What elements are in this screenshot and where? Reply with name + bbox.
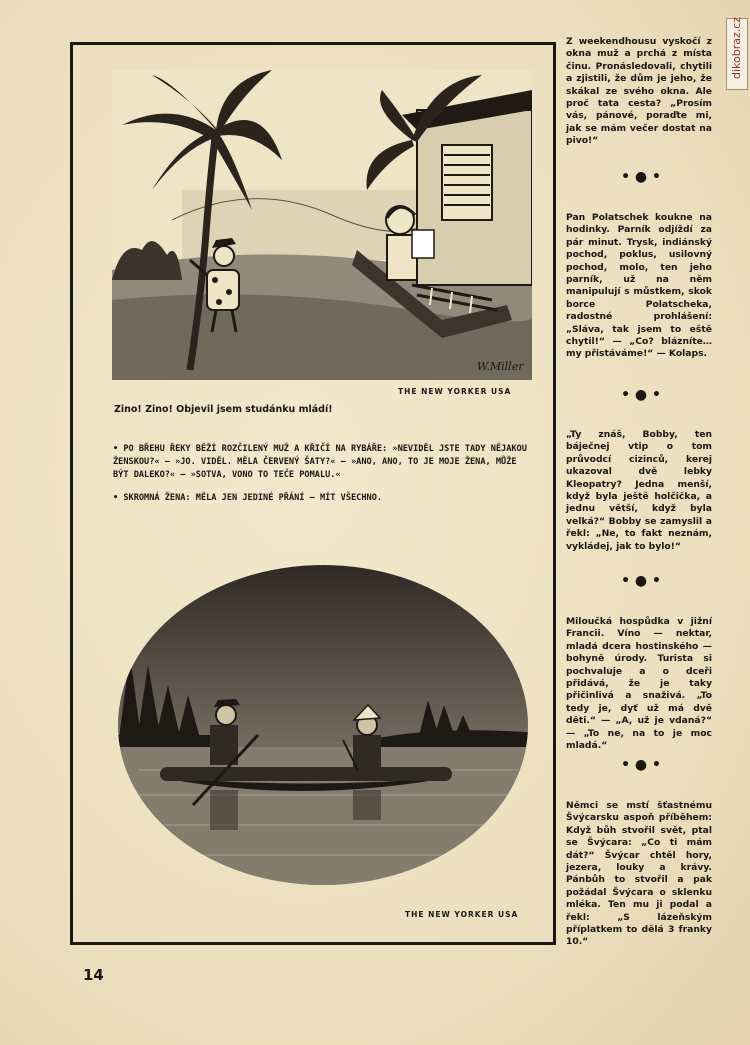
page-number: 14 [83, 966, 104, 984]
cartoon-bottom-credit: THE NEW YORKER USA [405, 910, 519, 919]
separator: • ● • [621, 387, 661, 403]
side-joke-5: Němci se mstí šťastnému Švýcarsku aspoň příběhem: Když bůh stvořil svět, ptal se Švýcara: „Co ti mám dát?“ Švýcar chtěl hory, jezera, louky a krávy. Pánbůh to stvořil a pak požádal Švýcara o sklenku mléka. Ten mu ji podal a řekl: „S lázeňským příplatkem to dělá 3 franky 10.“ [566, 800, 712, 948]
watermark-tag[interactable] [726, 18, 748, 90]
joke-item: • SKROMNÁ ŽENA: MĚLA JEN JEDINÉ PŘÁNÍ — MÍT VŠECHNO. [113, 493, 383, 503]
cartoon-canoe-lake [118, 555, 538, 905]
cartoon-fountain-of-youth [112, 70, 532, 380]
watermark-text: dikobraz.cz [730, 16, 743, 79]
side-joke-1: Z weekendhousu vyskočí z okna muž a prchá z místa činu. Pronásledovali, chytili a zjistili, že dům je jeho, že skákal ze svého okna. Ale proč tata cesta? „Prosím vás, pánové, poraďte mi, jak se mám večer dostat na pivo!“ [566, 36, 712, 147]
side-joke-3: „Ty znáš, Bobby, ten báječnej vtip o tom průvodcí cizinců, kerej ukazoval dvě lebky Kleopatry? Jedna menší, když byla ještě holčička, a jednu větší, když byla velká?“ Bobby se zamyslil a řekl: „Ne, to fakt neznám, vykládej, jak to bylo!“ [566, 429, 712, 552]
separator: • ● • [621, 757, 661, 773]
cartoon-top-credit: THE NEW YORKER USA [398, 387, 512, 396]
svg-text:W.Miller: W.Miller [477, 360, 524, 373]
cartoon-top-caption: Zino! Zino! Objevil jsem studánku mládí! [114, 404, 333, 415]
joke-item: • PO BŘEHU ŘEKY BĚŽÍ ROZČILENÝ MUŽ A KŘIČÍ NA RYBÁŘE: »NEVIDĚL JSTE TADY NĚJAKOU ŽENSKOU?« — »JO. VIDĚL. MĚLA ČERVENÝ ŠATY?« — »ANO, ANO, TO JE MOJE ŽENA, MŮŽE BÝT DALEKO?« — »SOTVA, VONO TO TEČE POMALU.« [113, 444, 527, 480]
joke-list [113, 443, 533, 515]
separator: • ● • [621, 573, 661, 589]
side-joke-2: Pan Polatschek koukne na hodinky. Parník odjíždí za pár minut. Trysk, indiánský pochod, poklus, usilovný pochod, molo, ten jeho parník, už na něm manipulují s můstkem, skok borce Polatscheka, radostné prohlášení: „Sláva, tak jsem to eště chytil!“ — „Co? blázníte… my přistáváme!“ — Kolaps. [566, 212, 712, 360]
side-joke-4: Miloučká hospůdka v jižní Francii. Víno — nektar, mladá dcera hostinského — bohyně úrody. Turista si pochvaluje a o dceři přidává, že je taky přičinlivá a snaživá. „To tedy je, dyť už má dvě děti.“ — „A, už je vdaná?“ — „To ne, na to je moc mladá.“ [566, 616, 712, 752]
separator: • ● • [621, 169, 661, 185]
